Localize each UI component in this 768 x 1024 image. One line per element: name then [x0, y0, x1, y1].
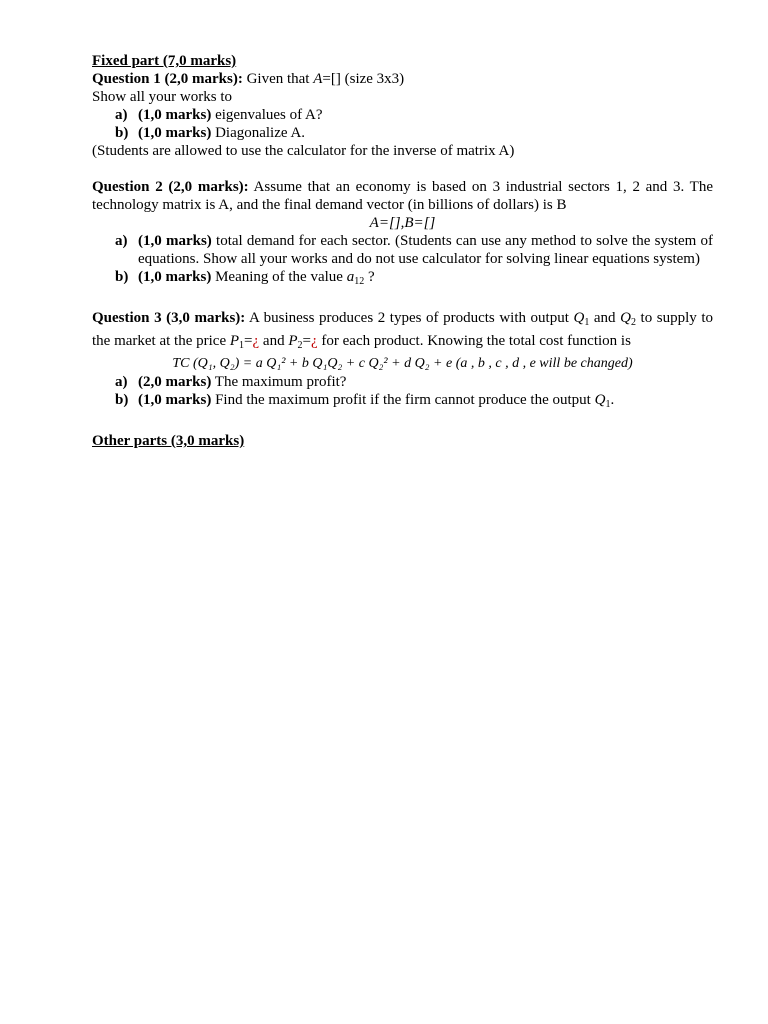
- price1-sub: 1: [239, 340, 245, 351]
- q3-item-b: [92, 391, 713, 414]
- item-text: total demand for each sector. (Students can use any method to solve the system of equations. Show all your works and do not use calculator for solving linear equations system): [138, 233, 714, 267]
- q2-paragraph: [92, 178, 713, 214]
- q1-size: (size 3x3): [340, 71, 405, 87]
- q3-and: and: [589, 310, 621, 326]
- q1-eq: =[]: [322, 71, 341, 87]
- q1-title: Question 1 (2,0 marks):: [92, 71, 243, 87]
- item-marks: (1,0 marks): [138, 233, 212, 249]
- item-marks: (2,0 marks): [138, 374, 212, 390]
- item-marks: (1,0 marks): [138, 269, 212, 285]
- item-marks: (1,0 marks): [138, 107, 212, 123]
- q2-text: Assume that an economy is based on 3 industrial sectors 1, 2 and 3. The technology matrix is A, and the final demand vector (in billions of dollars) is B: [92, 179, 713, 213]
- item-text: Meaning of the value: [211, 269, 347, 285]
- item-marks: (1,0 marks): [138, 392, 212, 408]
- item-label: a): [115, 374, 128, 390]
- q3-item-a: [92, 373, 713, 391]
- tc-rhs: = a Q₁² + b Q₁Q₂ + c Q₂² + d Q₂ + e: [242, 356, 453, 371]
- other-parts-heading: Other parts (3,0 marks): [92, 433, 245, 449]
- price2-var: P: [288, 333, 298, 349]
- price2-sub: 2: [297, 340, 303, 351]
- q1-item-b: [92, 124, 713, 142]
- q1-output-ref-sub: 1: [605, 399, 611, 410]
- q2-title: Question 2 (2,0 marks):: [92, 179, 249, 195]
- q1-item-a: [92, 106, 713, 124]
- item-label: b): [115, 125, 129, 141]
- q2-item-b: [92, 268, 713, 291]
- price1-eq: =: [244, 333, 253, 349]
- q3-and-2: and: [259, 333, 289, 349]
- q2-output-var: Q: [620, 310, 631, 326]
- tc-paren: (a , b , c , d , e will be changed): [455, 356, 633, 371]
- q1-line: [92, 70, 713, 88]
- item-end: .: [610, 392, 615, 408]
- price2-placeholder: ¿: [310, 333, 318, 349]
- q1-output-var: Q: [573, 310, 585, 326]
- price1-placeholder: ¿: [252, 333, 260, 349]
- item-label: a): [115, 233, 128, 249]
- q1-output-ref: Q: [594, 392, 606, 408]
- q3-paragraph: [92, 309, 713, 355]
- a12-sub: 12: [354, 276, 365, 287]
- q3-to: to supply to the market at the price: [92, 310, 713, 349]
- item-marks: (1,0 marks): [138, 125, 212, 141]
- item-end: ?: [364, 269, 375, 285]
- item-label: a): [115, 107, 128, 123]
- tc-formula: [92, 355, 713, 373]
- q1-intro: Given that: [242, 71, 314, 87]
- q1-show: Show all your works to: [92, 89, 232, 105]
- item-text: Find the maximum profit if the firm cannot produce the output: [211, 392, 595, 408]
- item-label: b): [115, 269, 129, 285]
- item-text: The maximum profit?: [211, 374, 347, 390]
- item-label: b): [115, 392, 129, 408]
- exam-page: [92, 52, 713, 450]
- fixed-part-heading: Fixed part (7,0 marks): [92, 53, 237, 69]
- q2-formula: A=[],B=[]: [369, 215, 436, 231]
- q2-item-a: [92, 232, 713, 268]
- q1-var: A: [313, 71, 323, 87]
- item-text: Diagonalize A.: [211, 125, 306, 141]
- q3-t1: A business produces 2 types of products with output: [245, 310, 574, 326]
- price2-eq: =: [302, 333, 311, 349]
- tc-args: (Q₁, Q₂): [192, 356, 240, 371]
- q1-output-sub: 1: [584, 317, 590, 328]
- price1-var: P: [229, 333, 240, 349]
- q1-note: (Students are allowed to use the calculator for the inverse of matrix A): [92, 143, 515, 159]
- q2-output-sub: 2: [630, 317, 636, 328]
- a12-var: a: [346, 269, 355, 285]
- q3-t2: for each product. Knowing the total cost function is: [317, 333, 631, 349]
- q3-title: Question 3 (3,0 marks):: [92, 310, 246, 326]
- item-text: eigenvalues of A?: [211, 107, 323, 123]
- tc-lhs: TC: [172, 356, 190, 371]
